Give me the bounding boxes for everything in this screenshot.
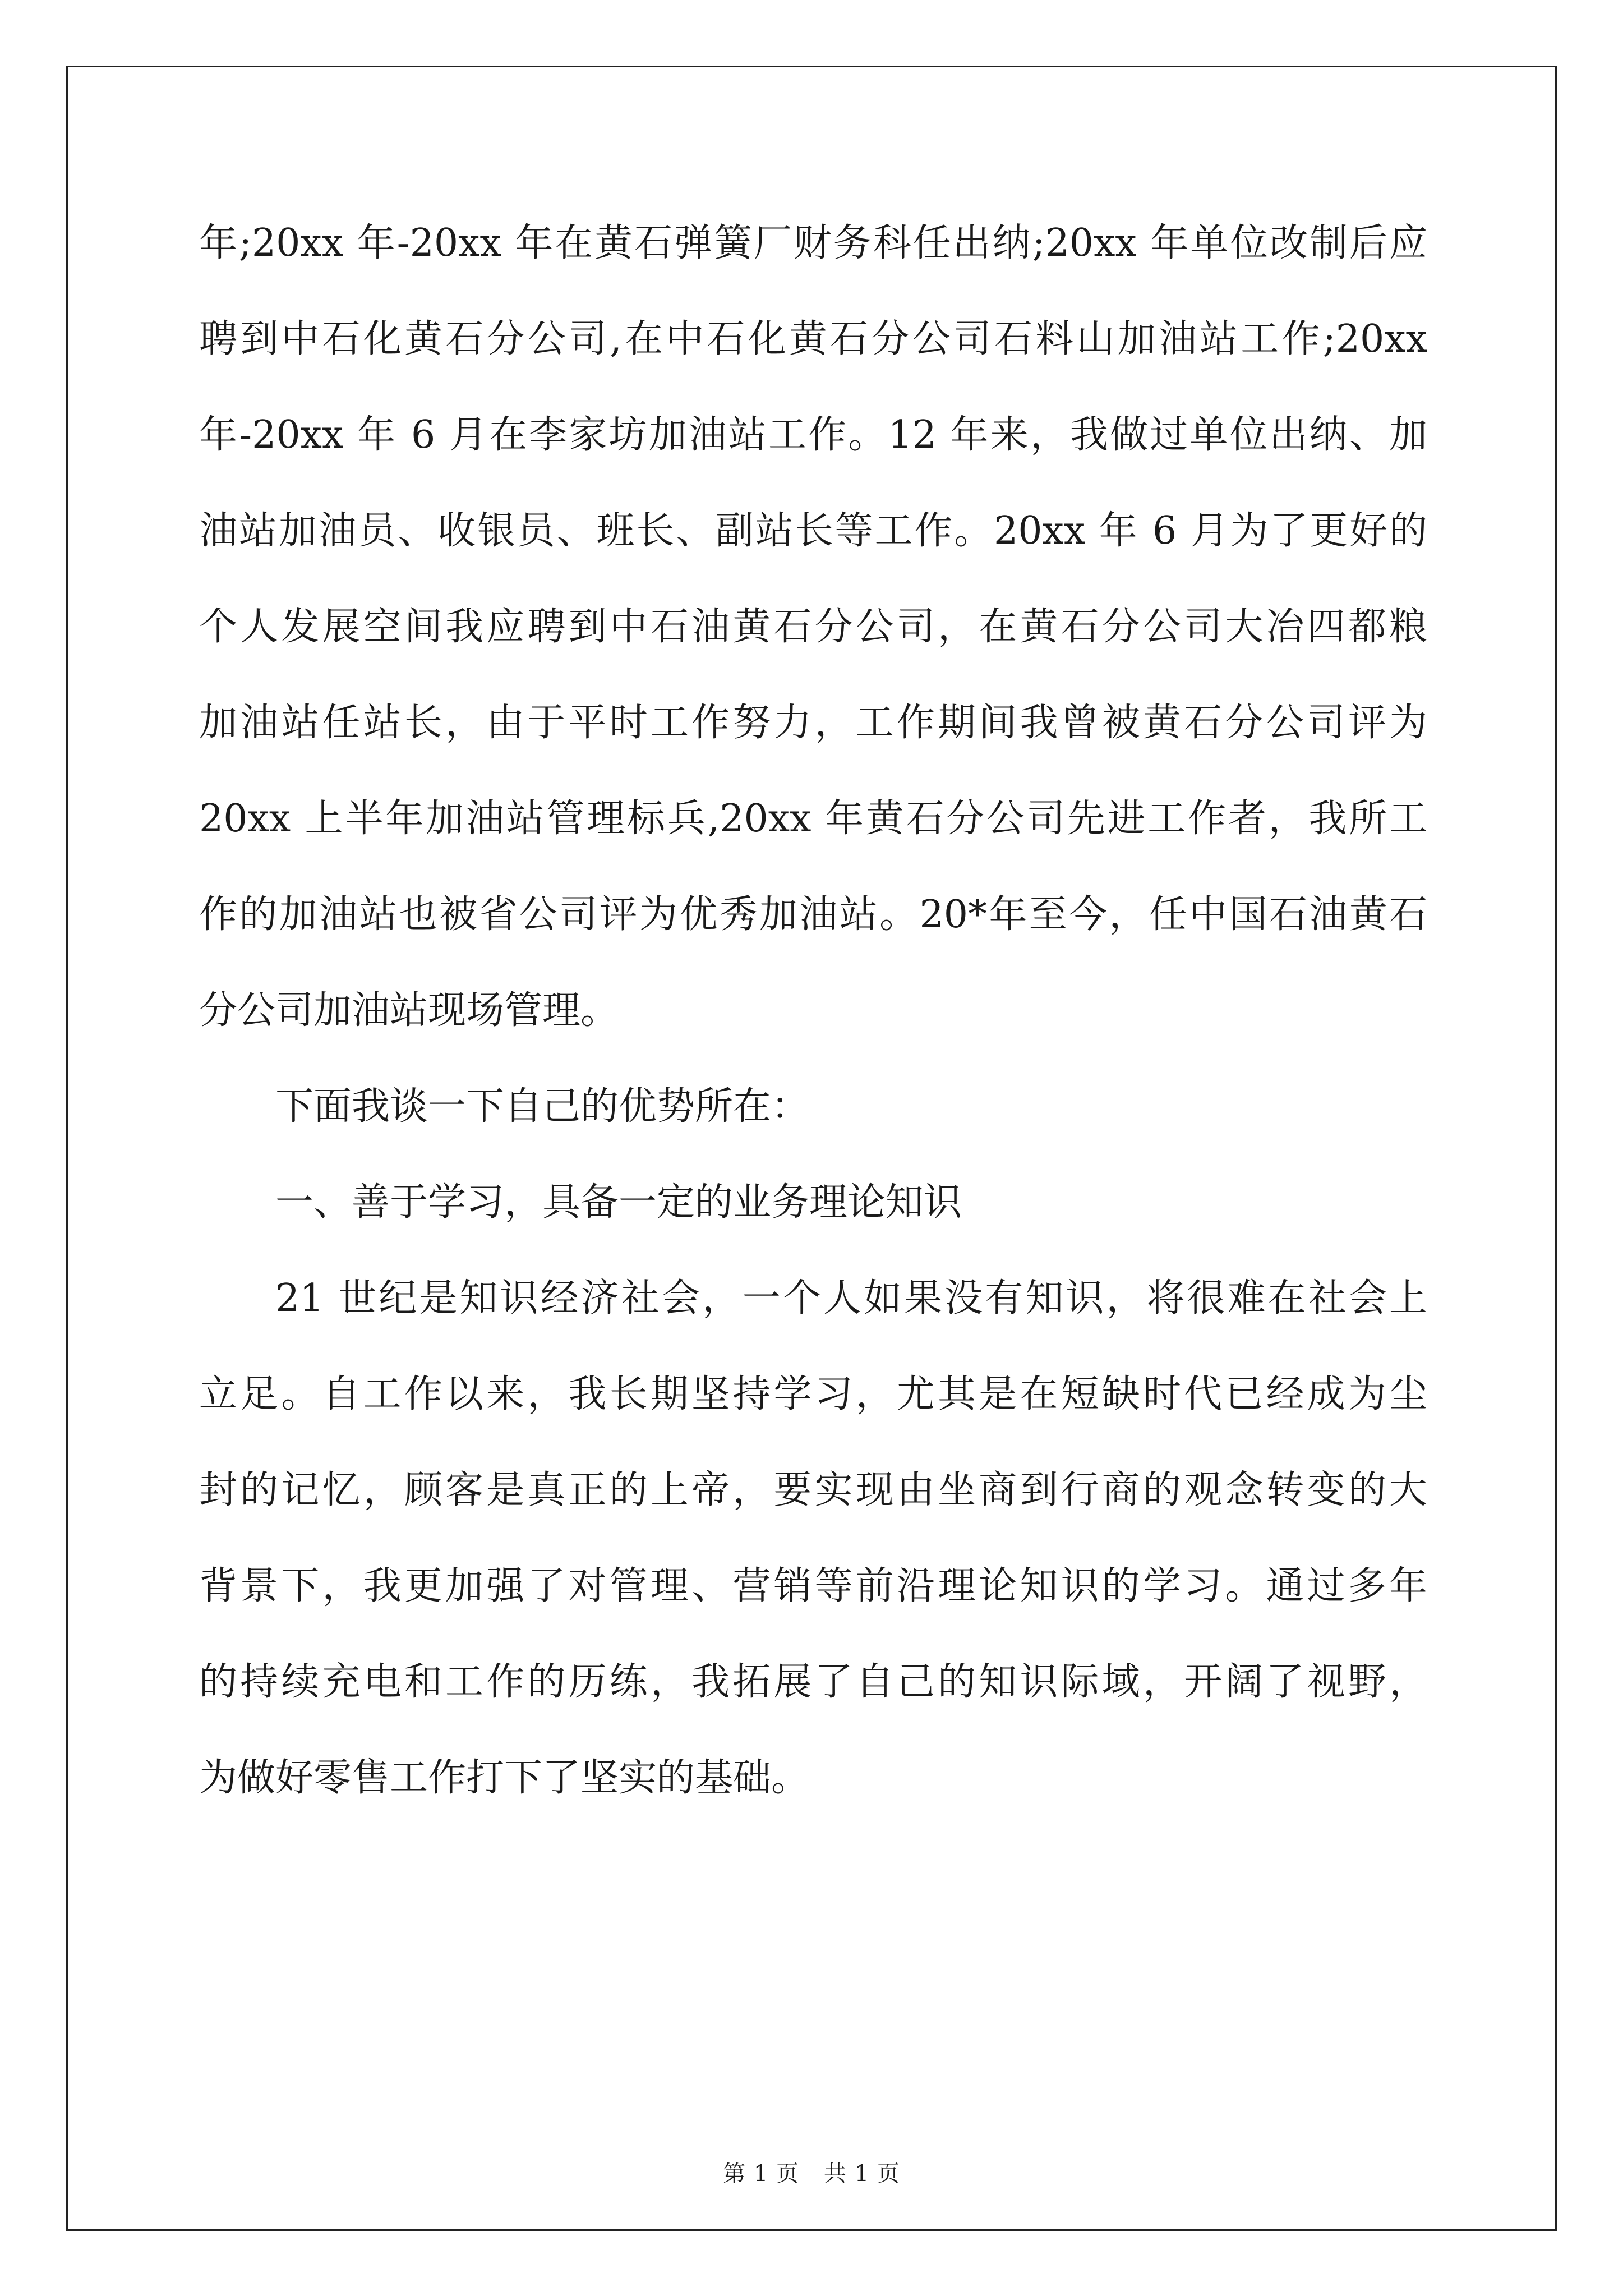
text-line: 年-20xx 年 6 月在李家坊加油站工作。12 年来，我做过单位出纳、加 <box>199 413 1427 457</box>
text-line: 作的加油站也被省公司评为优秀加油站。20*年至今，任中国石油黄石 <box>199 892 1427 937</box>
text-line: 背景下，我更加强了对管理、营销等前沿理论知识的学习。通过多年 <box>199 1564 1427 1608</box>
page-number: 第 1 页 <box>723 2161 799 2187</box>
paragraph-first-line: 21 世纪是知识经济社会，一个人如果没有知识，将很难在社会上 <box>275 1276 1427 1320</box>
text-line: 聘到中石化黄石分公司,在中石化黄石分公司石料山加油站工作;20xx <box>199 317 1427 361</box>
text-line: 加油站任站长，由于平时工作努力，工作期间我曾被黄石分公司评为 <box>199 701 1427 745</box>
text-line: 20xx 上半年加油站管理标兵,20xx 年黄石分公司先进工作者，我所工 <box>199 797 1427 841</box>
text-line: 封的记忆，顾客是真正的上帝，要实现由坐商到行商的观念转变的大 <box>199 1468 1427 1512</box>
page-total: 共 1 页 <box>824 2161 900 2187</box>
text-line: 为做好零售工作打下了坚实的基础。 <box>199 1756 810 1800</box>
text-line: 个人发展空间我应聘到中石油黄石分公司，在黄石分公司大冶四都粮 <box>199 605 1427 649</box>
text-line: 年;20xx 年-20xx 年在黄石弹簧厂财务科任出纳;20xx 年单位改制后应 <box>199 221 1427 265</box>
text-line: 立足。自工作以来，我长期坚持学习，尤其是在短缺时代已经成为尘 <box>199 1372 1427 1416</box>
page-footer <box>0 2157 1623 2191</box>
section-intro: 下面我谈一下自己的优势所在： <box>275 1084 810 1129</box>
section-heading: 一、善于学习，具备一定的业务理论知识 <box>275 1180 962 1225</box>
text-line: 的持续充电和工作的历练，我拓展了自己的知识际域，开阔了视野， <box>199 1660 1427 1704</box>
text-line: 油站加油员、收银员、班长、副站长等工作。20xx 年 6 月为了更好的 <box>199 509 1427 553</box>
document-body <box>199 213 1427 1844</box>
text-line: 分公司加油站现场管理。 <box>199 988 619 1033</box>
